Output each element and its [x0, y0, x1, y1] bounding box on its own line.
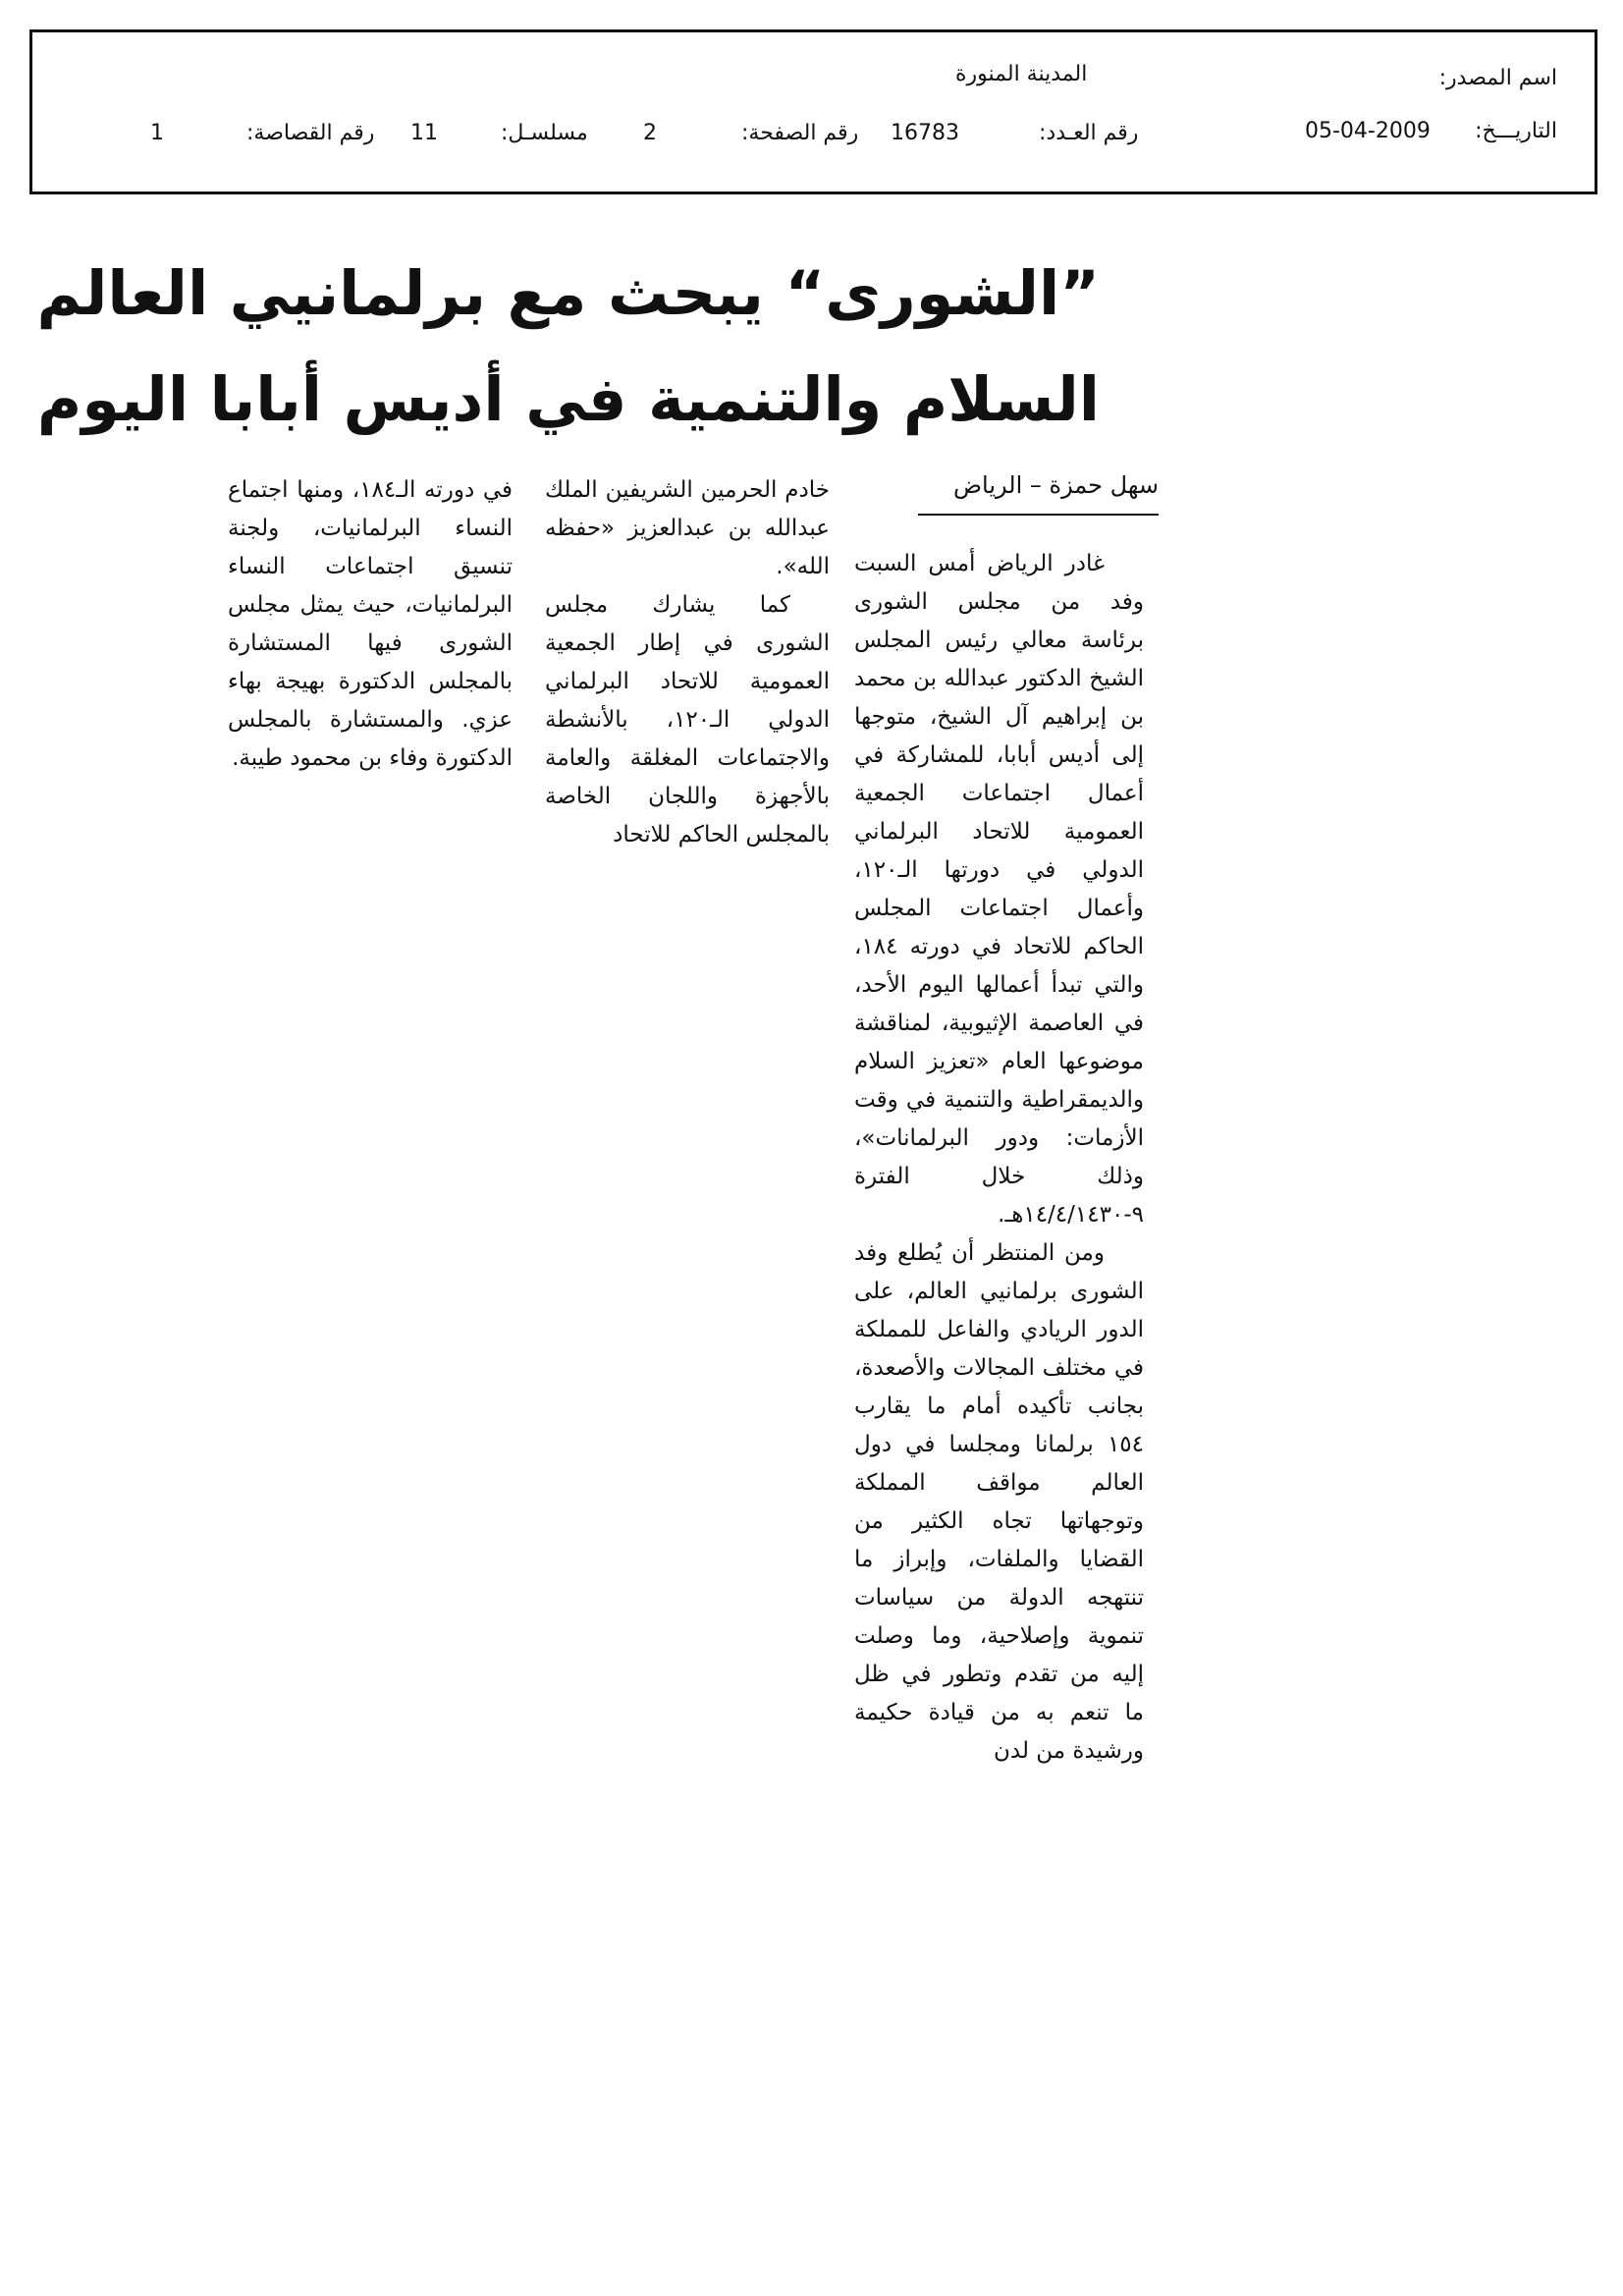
issue-label: رقم العـدد:	[1039, 121, 1139, 145]
source-value: المدينة المنورة	[955, 62, 1088, 86]
column-2-paragraph-2: كما يشارك مجلس الشورى في إطار الجمعية العمومية للاتحاد البرلماني الدولي الـ١٢٠، بالأنشطة والاجتماعات المغلقة والعامة بالأجهزة واللجان الخاصة بالمجلس الحاكم للاتحاد	[545, 592, 830, 847]
issue-value: 16783	[891, 121, 959, 145]
serial-label: مسلسـل:	[501, 121, 588, 145]
byline-rule	[918, 514, 1159, 516]
byline: سهل حمزة – الرياض	[953, 471, 1159, 499]
column-2-paragraph-1: خادم الحرمين الشريفين الملك عبدالله بن عبدالعزيز «حفظه الله».	[545, 477, 830, 579]
clipping-header	[29, 29, 1597, 194]
clip-label: رقم القصاصة:	[246, 121, 375, 145]
serial-value: 11	[410, 121, 438, 145]
page-value: 2	[643, 121, 657, 145]
article-column-1	[854, 545, 1144, 1771]
date-value: 05-04-2009	[1305, 119, 1431, 143]
article-column-3	[228, 471, 513, 778]
column-1-paragraph-1: غادر الرياض أمس السبت وفد من مجلس الشورى برئاسة معالي رئيس المجلس الشيخ الدكتور عبدالله بن محمد بن إبراهيم آل الشيخ، متوجها إلى أديس أبابا، للمشاركة في أعمال اجتماعات الجمعية العمومية للاتحاد البرلماني الدولي في دورتها الـ١٢٠، وأعمال اجتماعات المجلس الحاكم للاتحاد في دورته ١٨٤، والتي تبدأ أعمالها اليوم الأحد، في العاصمة الإثيوبية، لمناقشة موضوعها العام «تعزيز السلام والديمقراطية والتنمية في وقت الأزمات: ودور البرلمانات»، وذلك خلال الفترة ٩-١٤/٤/١٤٣٠هـ.	[854, 551, 1144, 1228]
headline-line-1: ”الشورى“ يبحث مع برلمانيي العالم	[36, 257, 1100, 329]
column-1-paragraph-2: ومن المنتظر أن يُطلع وفد الشورى برلمانيي العالم، على الدور الريادي والفاعل للمملكة في مختلف المجالات والأصعدة، بجانب تأكيده أمام ما يقارب ١٥٤ برلمانا ومجلسا في دول العالم مواقف المملكة وتوجهاتها تجاه الكثير من القضايا والملفات، وإبراز ما تنتهجه الدولة من سياسات تنموية وإصلاحية، وما وصلت إليه من تقدم وتطور في ظل ما تنعم به من قيادة حكيمة ورشيدة من لدن	[854, 1240, 1144, 1764]
page-label: رقم الصفحة:	[741, 121, 859, 145]
column-3-paragraph-1: في دورته الـ١٨٤، ومنها اجتماع النساء البرلمانيات، ولجنة تنسيق اجتماعات النساء البرلمانيات، حيث يمثل مجلس الشورى فيها المستشارة بالمجلس الدكتورة بهيجة بهاء عزي. والمستشارة بالمجلس الدكتورة وفاء بن محمود طيبة.	[228, 477, 513, 771]
source-label: اسم المصدر:	[1438, 66, 1557, 90]
article-column-2	[545, 471, 830, 854]
headline-line-2: السلام والتنمية في أديس أبابا اليوم	[36, 363, 1100, 435]
clip-value: 1	[150, 121, 164, 145]
date-label: التاريـــخ:	[1475, 119, 1557, 143]
